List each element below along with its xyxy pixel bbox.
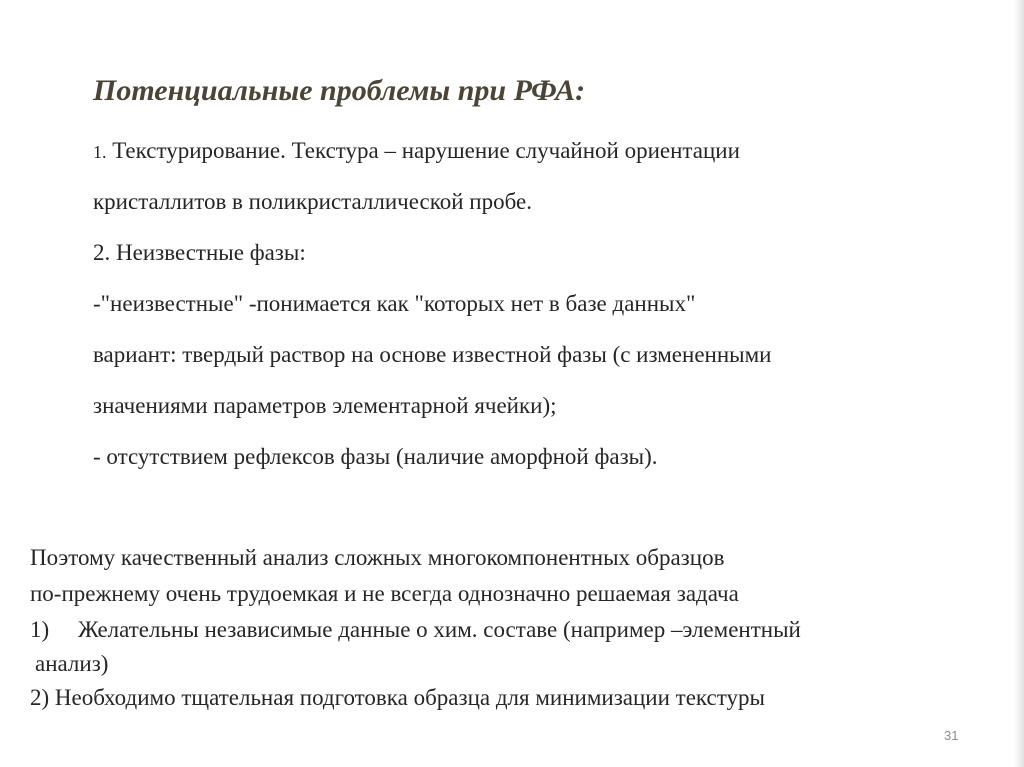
point-1-line-2: кристаллитов в поликристаллической пробе. (93, 189, 532, 214)
summary-item-1-text: Желательны независимые данные о хим. составе (например –элементный (78, 617, 801, 642)
summary-item-1-continuation: анализ) (35, 651, 109, 676)
summary-item-2: 2) Необходимо тщательная подготовка образца для минимизации текстуры (30, 685, 765, 710)
slide-title: Потенциальные проблемы при РФА: (93, 74, 586, 107)
slide-edge-shadow (1014, 0, 1024, 767)
summary-line-2: по-прежнему очень трудоемкая и не всегда однозначно решаемая задача (30, 581, 739, 606)
point-1-line-1 (93, 137, 740, 166)
point-1-text: Текстурирование. Текстура – нарушение случайной ориентации (106, 138, 740, 163)
summary-item-1-marker: 1) (30, 617, 50, 642)
point-2-line-2: -"неизвестные" -понимается как "которых нет в базе данных" (93, 291, 696, 316)
point-1-number: 1. (93, 142, 107, 162)
point-2-line-4: значениями параметров элементарной ячейки); (93, 393, 557, 418)
slide-number: 31 (944, 728, 959, 743)
summary-line-1: Поэтому качественный анализ сложных многокомпонентных образцов (30, 545, 725, 570)
summary-item-1 (30, 616, 801, 644)
point-2-line-3: вариант: твердый раствор на основе известной фазы (с измененными (93, 342, 772, 367)
point-2-heading: 2. Неизвестные фазы: (93, 240, 306, 265)
point-2-line-5: - отсутствием рефлексов фазы (наличие аморфной фазы). (93, 444, 658, 469)
